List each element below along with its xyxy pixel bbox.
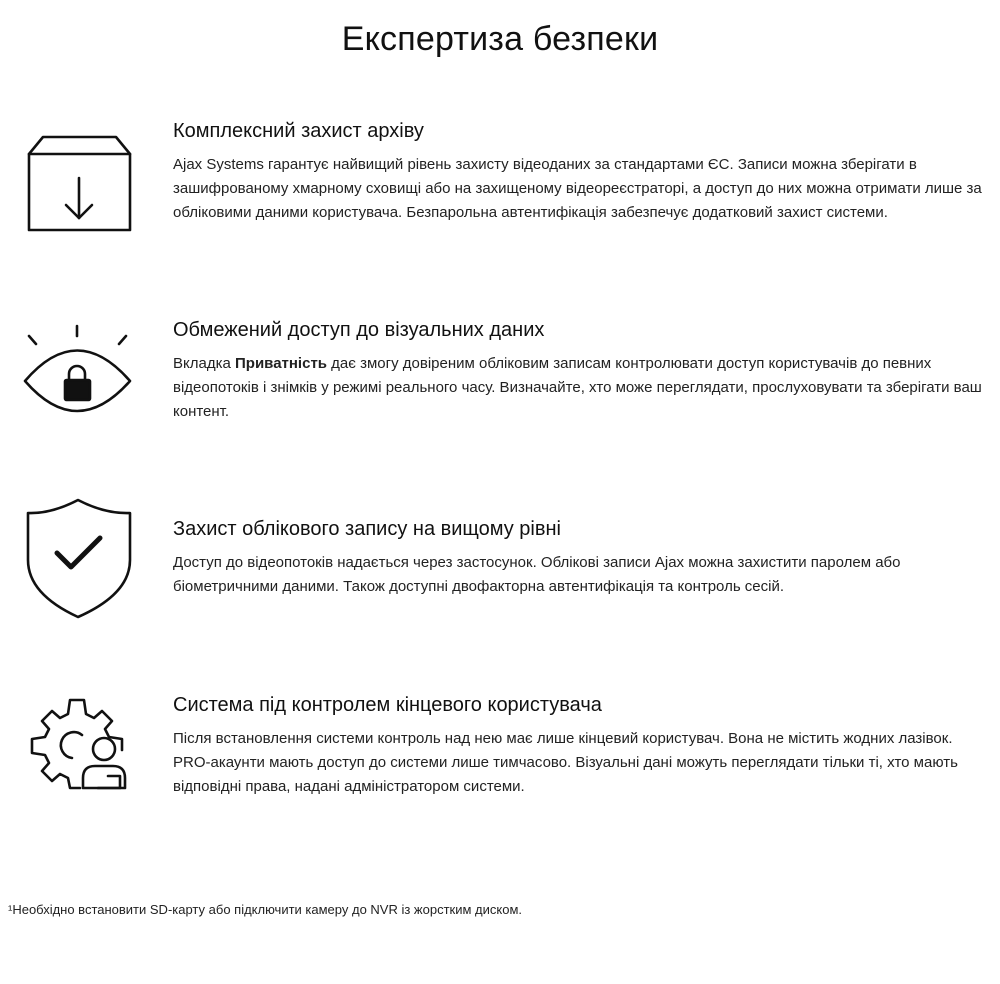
footnote: ¹Необхідно встановити SD-карту або підключити камеру до NVR із жорстким диском. xyxy=(8,902,522,917)
feature-description: Вкладка Приватність дає змогу довіреним обліковим записам контролювати доступ користувачів до певних відеопотоків і знімків у режимі реального часу. Визначайте, хто може переглядати, прослуховувати та зберігати ваш контент. xyxy=(173,355,982,420)
feature-title: Комплексний захист архіву xyxy=(173,120,424,142)
feature-title: Обмежений доступ до візуальних даних xyxy=(173,319,545,341)
feature-title: Система під контролем кінцевого користувача xyxy=(173,694,602,716)
eye-lock-icon xyxy=(20,319,135,434)
gear-user-icon xyxy=(20,686,135,801)
shield-check-icon xyxy=(20,496,135,611)
feature-description: Доступ до відеопотоків надається через застосунок. Облікові записи Ajax можна захистити паролем або біометричними даними. Також доступні двофакторна автентифікація та контроль сесій. xyxy=(173,554,901,595)
feature-description: Після встановлення системи контроль над нею має лише кінцевий користувач. Вона не містить жодних лазівок. PRO-акаунти мають доступ до системи лише тимчасово. Візуальні дані можуть переглядати тільки ті, хто мають відповідні права, надані адміністратором системи. xyxy=(173,730,958,795)
page-title: Експертиза безпеки xyxy=(341,20,659,58)
privacy-tab-name: Приватність xyxy=(235,355,328,372)
feature-title: Захист облікового запису на вищому рівні xyxy=(173,518,561,540)
archive-download-icon xyxy=(20,126,135,241)
feature-description: Ajax Systems гарантує найвищий рівень захисту відеоданих за стандартами ЄС. Записи можна зберігати в зашифрованому хмарному сховищі або на захищеному відеореєстраторі, а доступ до них можна отримати лише за обліковими даними користувача. Безпарольна автентифікація забезпечує додатковий захист системи. xyxy=(173,156,982,221)
